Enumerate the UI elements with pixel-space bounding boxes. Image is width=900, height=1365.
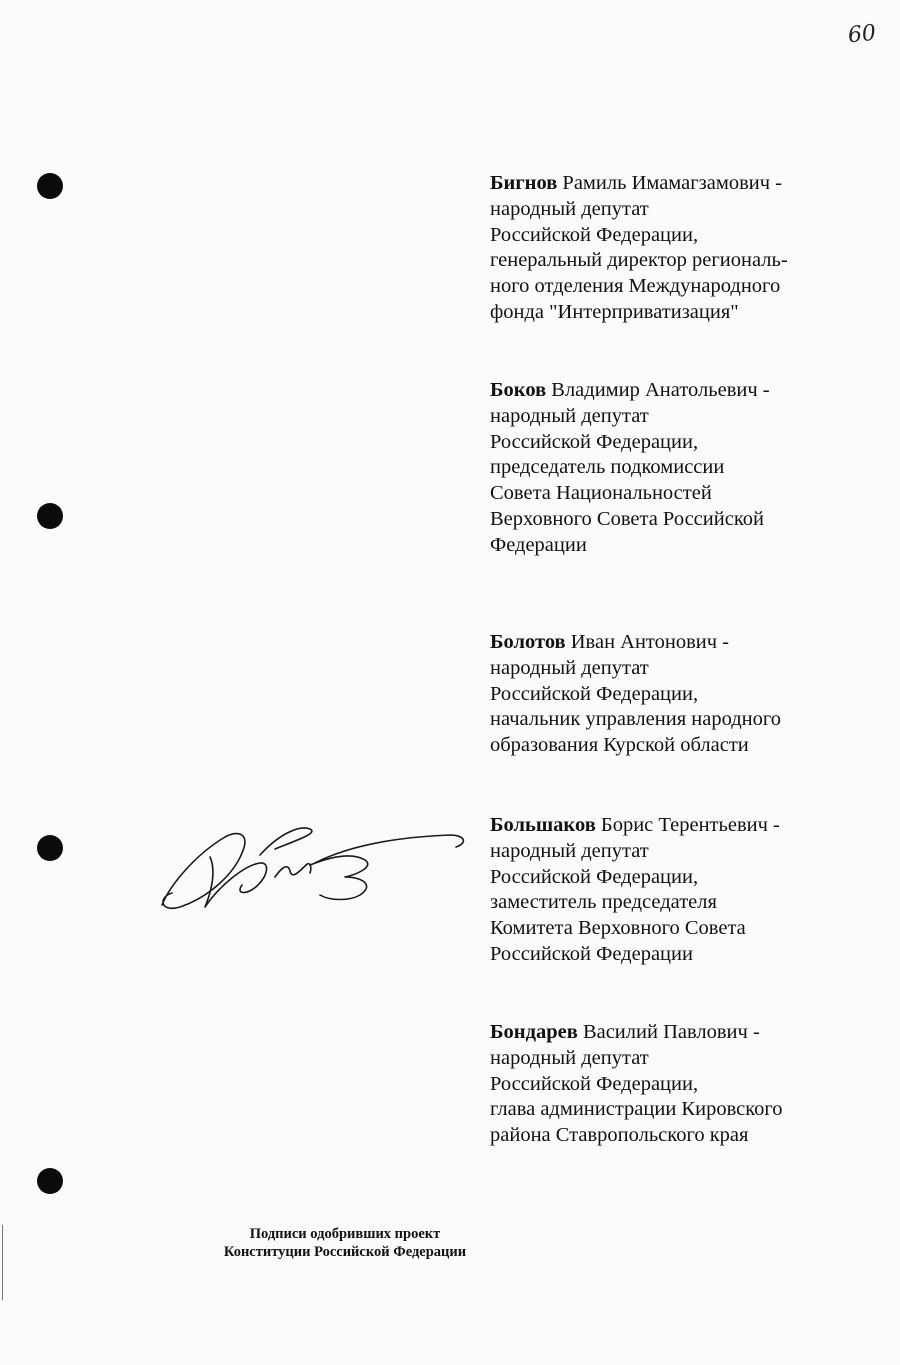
signatory-name: Рамиль Имамагзамович - — [557, 172, 782, 194]
signatory-entry — [490, 171, 850, 326]
entry-line: народный депутат — [490, 197, 649, 220]
footer-caption — [200, 1225, 490, 1261]
entry-line: ного отделения Международного — [490, 275, 781, 298]
entry-line: фонда "Интерприватизация" — [490, 300, 739, 323]
page-number: 60 — [846, 20, 878, 49]
punch-hole — [37, 503, 63, 529]
entry-line: Российской Федерации — [490, 942, 693, 965]
entry-line: заместитель председателя — [490, 891, 717, 914]
entry-line: Комитета Верховного Совета — [490, 917, 746, 940]
signatory-name: Борис Терентьевич - — [595, 814, 780, 836]
entry-line: Российской Федерации, — [490, 430, 699, 453]
signatory-entry — [490, 630, 850, 759]
punch-hole — [37, 835, 63, 861]
entry-line: народный депутат — [490, 839, 649, 862]
punch-hole — [37, 173, 63, 199]
signatory-entry — [490, 1020, 850, 1149]
margin-mark — [2, 1225, 3, 1300]
entry-line: Верховного Совета Российской — [490, 507, 764, 530]
entry-line: района Ставропольского края — [490, 1124, 749, 1147]
footer-caption-line: Подписи одобривших проект — [249, 1226, 441, 1242]
entry-line: образования Курской области — [490, 734, 749, 757]
footer-caption-line: Конституции Российской Федерации — [223, 1244, 467, 1260]
entry-line: Российской Федерации, — [490, 1072, 699, 1095]
signatory-surname: Бондарев — [490, 1021, 578, 1043]
entry-line: народный депутат — [490, 656, 649, 679]
signatory-surname: Большаков — [490, 814, 596, 836]
entry-line: Российской Федерации, — [490, 865, 699, 888]
entry-line: народный депутат — [490, 404, 649, 427]
signatory-name: Владимир Анатольевич - — [546, 379, 770, 401]
handwritten-signature — [150, 815, 470, 925]
entry-line: Российской Федерации, — [490, 682, 699, 705]
punch-hole — [37, 1168, 63, 1194]
signatory-entry — [490, 378, 850, 559]
entry-line: председатель подкомиссии — [490, 456, 725, 479]
entry-line: глава администрации Кировского — [490, 1098, 783, 1121]
entry-line: генеральный директор региональ- — [490, 249, 788, 272]
signatory-surname: Болотов — [490, 631, 566, 653]
signatory-name: Иван Антонович - — [565, 631, 730, 653]
signatory-name: Василий Павлович - — [577, 1021, 760, 1043]
signatory-surname: Боков — [490, 379, 547, 401]
entry-line: Российской Федерации, — [490, 223, 699, 246]
entry-line: Совета Национальностей — [490, 482, 712, 505]
signatory-surname: Бигнов — [490, 172, 558, 194]
entry-line: начальник управления народного — [490, 708, 782, 731]
entry-line: народный депутат — [490, 1046, 649, 1069]
entry-line: Федерации — [490, 533, 587, 556]
signatory-entry — [490, 813, 850, 968]
